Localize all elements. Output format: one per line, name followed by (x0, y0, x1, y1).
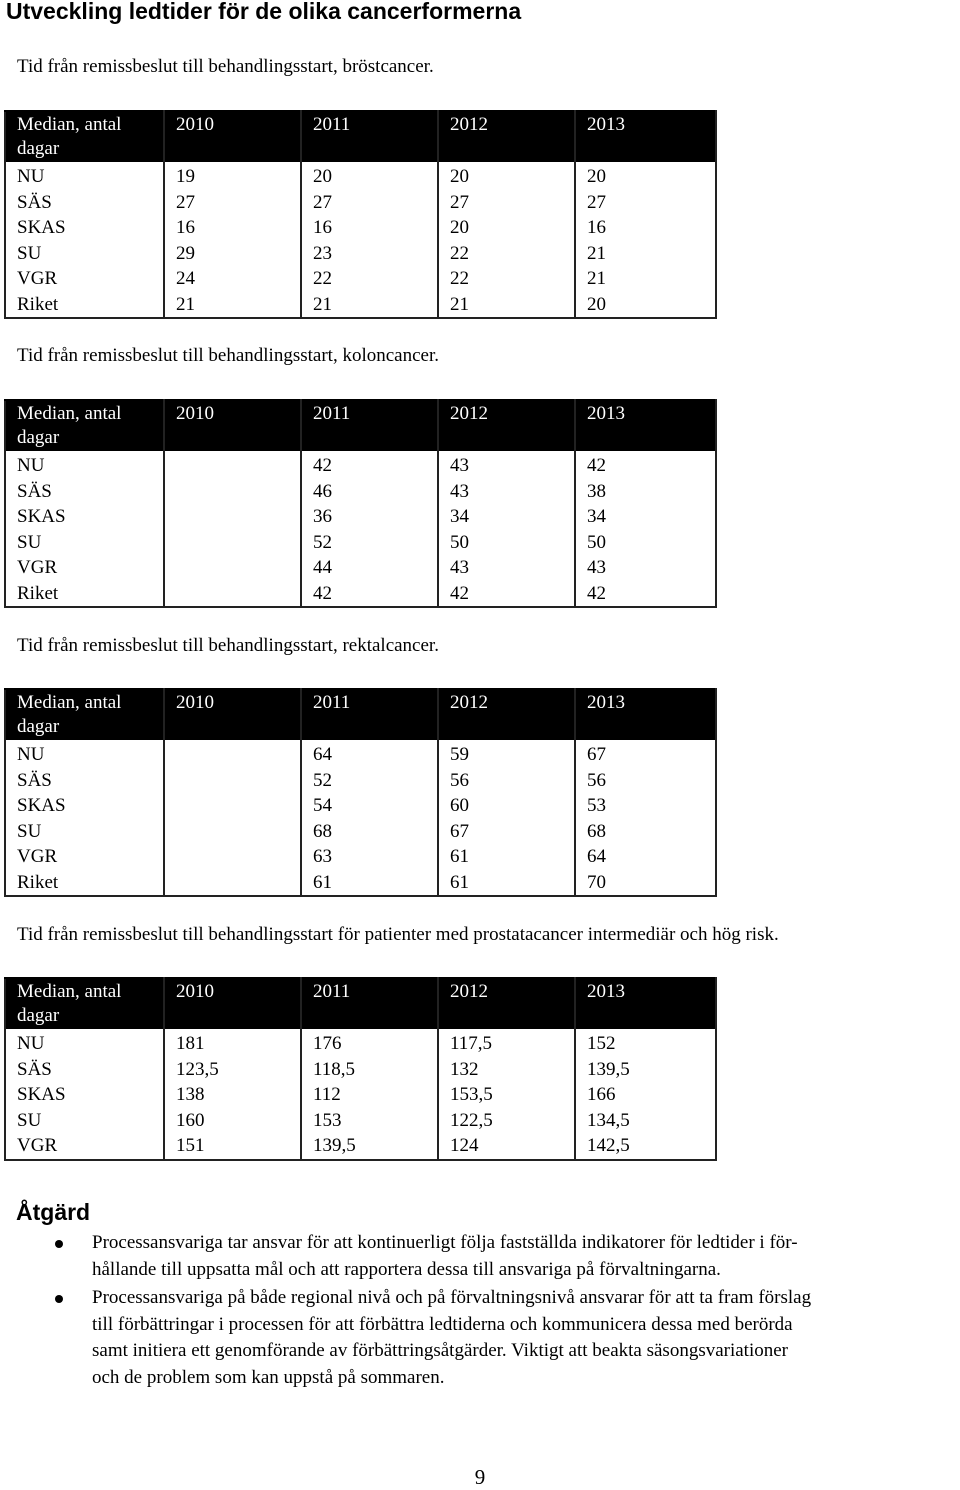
value-cell: 50 (438, 530, 575, 556)
actions-title: Åtgärd (16, 1199, 91, 1225)
value-cell: 176 (301, 1029, 438, 1057)
value-cell (164, 555, 301, 581)
header-cell-year: 2010 (164, 400, 301, 451)
lead-time-table (4, 110, 717, 319)
value-cell: 139,5 (301, 1133, 438, 1160)
header-cell-year: 2012 (438, 111, 575, 162)
value-cell: 34 (575, 504, 716, 530)
action-bullet-item (0, 1230, 960, 1283)
value-cell (164, 581, 301, 608)
header-cell-label: Median, antal dagar (5, 400, 164, 451)
value-cell: 64 (301, 740, 438, 768)
header-cell-year: 2013 (575, 689, 716, 740)
page-number: 9 (474, 1465, 486, 1489)
row-label-cell: NU (5, 162, 164, 190)
value-cell: 134,5 (575, 1108, 716, 1134)
value-cell: 153 (301, 1108, 438, 1134)
value-cell (164, 504, 301, 530)
value-cell: 43 (438, 555, 575, 581)
table-row (5, 162, 716, 190)
row-label-cell: NU (5, 451, 164, 479)
table-row (5, 793, 716, 819)
value-cell (164, 844, 301, 870)
action-bullet-item (0, 1285, 960, 1391)
value-cell: 61 (301, 870, 438, 897)
value-cell: 42 (301, 581, 438, 608)
row-label-cell: NU (5, 1029, 164, 1057)
bullet-text-line: samt initiera ett genomförande av förbättringsåtgärder. Viktigt att beakta säsongsvariationer (92, 1340, 789, 1362)
value-cell: 42 (301, 451, 438, 479)
row-label-cell: SU (5, 819, 164, 845)
header-cell-year: 2011 (301, 111, 438, 162)
header-cell-year: 2012 (438, 689, 575, 740)
row-label-cell: VGR (5, 1133, 164, 1160)
header-cell-label: Median, antal dagar (5, 978, 164, 1029)
header-cell-year: 2010 (164, 689, 301, 740)
bullet-text-line: till förbättringar i processen för att förbättra ledtiderna och kommunicera dessa med berörda (92, 1313, 793, 1335)
value-cell (164, 870, 301, 897)
table-row (5, 190, 716, 216)
value-cell: 23 (301, 241, 438, 267)
value-cell: 181 (164, 1029, 301, 1057)
row-label-cell: SKAS (5, 793, 164, 819)
lead-time-table (4, 399, 717, 608)
value-cell (164, 530, 301, 556)
table-header-row (5, 111, 716, 162)
header-cell-year: 2011 (301, 400, 438, 451)
table-row (5, 530, 716, 556)
table-row (5, 581, 716, 608)
value-cell (164, 768, 301, 794)
value-cell: 68 (575, 819, 716, 845)
value-cell: 21 (164, 292, 301, 319)
lead-time-table (4, 688, 717, 897)
value-cell: 27 (575, 190, 716, 216)
bullet-text-line: Processansvariga tar ansvar för att kontinuerligt följa fastställda indikatorer för ledtider i för- (92, 1232, 798, 1253)
table-caption: Tid från remissbeslut till behandlingsstart för patienter med prostatacancer intermediär och hög risk. (17, 924, 779, 945)
value-cell: 16 (164, 215, 301, 241)
value-cell: 21 (575, 241, 716, 267)
row-label-cell: VGR (5, 844, 164, 870)
header-cell-year: 2013 (575, 111, 716, 162)
row-label-cell: Riket (5, 870, 164, 897)
table-row (5, 1082, 716, 1108)
header-cell-label: Median, antal dagar (5, 689, 164, 740)
header-cell-year: 2012 (438, 400, 575, 451)
table-row (5, 504, 716, 530)
value-cell: 117,5 (438, 1029, 575, 1057)
actions-list (0, 1230, 960, 1392)
row-label-cell: SÄS (5, 190, 164, 216)
table-row (5, 1133, 716, 1160)
value-cell: 138 (164, 1082, 301, 1108)
value-cell: 27 (164, 190, 301, 216)
table-row (5, 1108, 716, 1134)
value-cell: 42 (575, 581, 716, 608)
row-label-cell: VGR (5, 555, 164, 581)
value-cell: 50 (575, 530, 716, 556)
value-cell: 16 (575, 215, 716, 241)
value-cell (164, 740, 301, 768)
value-cell: 22 (301, 266, 438, 292)
table-row (5, 555, 716, 581)
value-cell: 27 (438, 190, 575, 216)
value-cell (164, 451, 301, 479)
table-row (5, 266, 716, 292)
value-cell: 56 (438, 768, 575, 794)
header-cell-year: 2010 (164, 111, 301, 162)
value-cell: 151 (164, 1133, 301, 1160)
value-cell: 166 (575, 1082, 716, 1108)
value-cell: 112 (301, 1082, 438, 1108)
row-label-cell: NU (5, 740, 164, 768)
value-cell: 42 (438, 581, 575, 608)
value-cell: 160 (164, 1108, 301, 1134)
value-cell: 59 (438, 740, 575, 768)
value-cell: 19 (164, 162, 301, 190)
value-cell: 21 (575, 266, 716, 292)
row-label-cell: VGR (5, 266, 164, 292)
value-cell: 21 (301, 292, 438, 319)
row-label-cell: SKAS (5, 1082, 164, 1108)
value-cell: 27 (301, 190, 438, 216)
row-label-cell: SU (5, 530, 164, 556)
value-cell: 132 (438, 1057, 575, 1083)
value-cell: 24 (164, 266, 301, 292)
value-cell: 20 (301, 162, 438, 190)
value-cell: 67 (438, 819, 575, 845)
value-cell: 43 (575, 555, 716, 581)
value-cell: 20 (575, 162, 716, 190)
table-row (5, 1057, 716, 1083)
row-label-cell: SU (5, 1108, 164, 1134)
bullet-text-line: och de problem som kan uppstå på sommaren. (92, 1366, 445, 1388)
value-cell: 67 (575, 740, 716, 768)
header-cell-year: 2011 (301, 689, 438, 740)
value-cell: 70 (575, 870, 716, 897)
value-cell: 124 (438, 1133, 575, 1160)
value-cell: 29 (164, 241, 301, 267)
table-caption: Tid från remissbeslut till behandlingsstart, koloncancer. (17, 345, 439, 366)
table-row (5, 451, 716, 479)
header-cell-year: 2010 (164, 978, 301, 1029)
value-cell (164, 819, 301, 845)
value-cell (164, 793, 301, 819)
value-cell: 42 (575, 451, 716, 479)
value-cell (164, 479, 301, 505)
header-cell-label: Median, antal dagar (5, 111, 164, 162)
value-cell: 60 (438, 793, 575, 819)
value-cell: 56 (575, 768, 716, 794)
value-cell: 20 (575, 292, 716, 319)
value-cell: 21 (438, 292, 575, 319)
row-label-cell: SKAS (5, 504, 164, 530)
value-cell: 118,5 (301, 1057, 438, 1083)
table-header-row (5, 978, 716, 1029)
value-cell: 64 (575, 844, 716, 870)
header-cell-year: 2013 (575, 978, 716, 1029)
value-cell: 52 (301, 530, 438, 556)
table-header-row (5, 400, 716, 451)
value-cell: 43 (438, 451, 575, 479)
value-cell: 61 (438, 870, 575, 897)
value-cell: 52 (301, 768, 438, 794)
value-cell: 43 (438, 479, 575, 505)
header-cell-year: 2011 (301, 978, 438, 1029)
table-row (5, 819, 716, 845)
value-cell: 53 (575, 793, 716, 819)
table-row (5, 844, 716, 870)
value-cell: 68 (301, 819, 438, 845)
value-cell: 38 (575, 479, 716, 505)
value-cell: 63 (301, 844, 438, 870)
bullet-text-line: Processansvariga på både regional nivå och på förvaltningsnivå ansvarar för att ta fram förslag (92, 1287, 812, 1309)
value-cell: 20 (438, 162, 575, 190)
table-row (5, 870, 716, 897)
value-cell: 22 (438, 241, 575, 267)
value-cell: 153,5 (438, 1082, 575, 1108)
value-cell: 123,5 (164, 1057, 301, 1083)
value-cell: 36 (301, 504, 438, 530)
table-row (5, 292, 716, 319)
row-label-cell: SU (5, 241, 164, 267)
value-cell: 54 (301, 793, 438, 819)
value-cell: 22 (438, 266, 575, 292)
row-label-cell: SKAS (5, 215, 164, 241)
header-cell-year: 2013 (575, 400, 716, 451)
value-cell: 20 (438, 215, 575, 241)
row-label-cell: Riket (5, 292, 164, 319)
page-heading: Utveckling ledtider för de olika cancerformerna (6, 0, 522, 24)
value-cell: 122,5 (438, 1108, 575, 1134)
table-row (5, 768, 716, 794)
value-cell: 44 (301, 555, 438, 581)
header-cell-year: 2012 (438, 978, 575, 1029)
value-cell: 142,5 (575, 1133, 716, 1160)
table-row (5, 241, 716, 267)
bullet-dot-icon (55, 1295, 63, 1303)
row-label-cell: SÄS (5, 479, 164, 505)
bullet-dot-icon (55, 1240, 63, 1248)
bullet-text-line: hållande till uppsatta mål och att rapportera dessa till ansvariga på förvaltningarna. (92, 1258, 721, 1280)
table-caption: Tid från remissbeslut till behandlingsstart, rektalcancer. (17, 635, 439, 656)
table-row (5, 479, 716, 505)
row-label-cell: SÄS (5, 768, 164, 794)
value-cell: 139,5 (575, 1057, 716, 1083)
value-cell: 16 (301, 215, 438, 241)
value-cell: 34 (438, 504, 575, 530)
value-cell: 152 (575, 1029, 716, 1057)
lead-time-table (4, 977, 717, 1161)
table-row (5, 740, 716, 768)
table-header-row (5, 689, 716, 740)
value-cell: 61 (438, 844, 575, 870)
row-label-cell: SÄS (5, 1057, 164, 1083)
row-label-cell: Riket (5, 581, 164, 608)
value-cell: 46 (301, 479, 438, 505)
table-caption: Tid från remissbeslut till behandlingsstart, bröstcancer. (17, 56, 434, 77)
table-row (5, 215, 716, 241)
table-row (5, 1029, 716, 1057)
